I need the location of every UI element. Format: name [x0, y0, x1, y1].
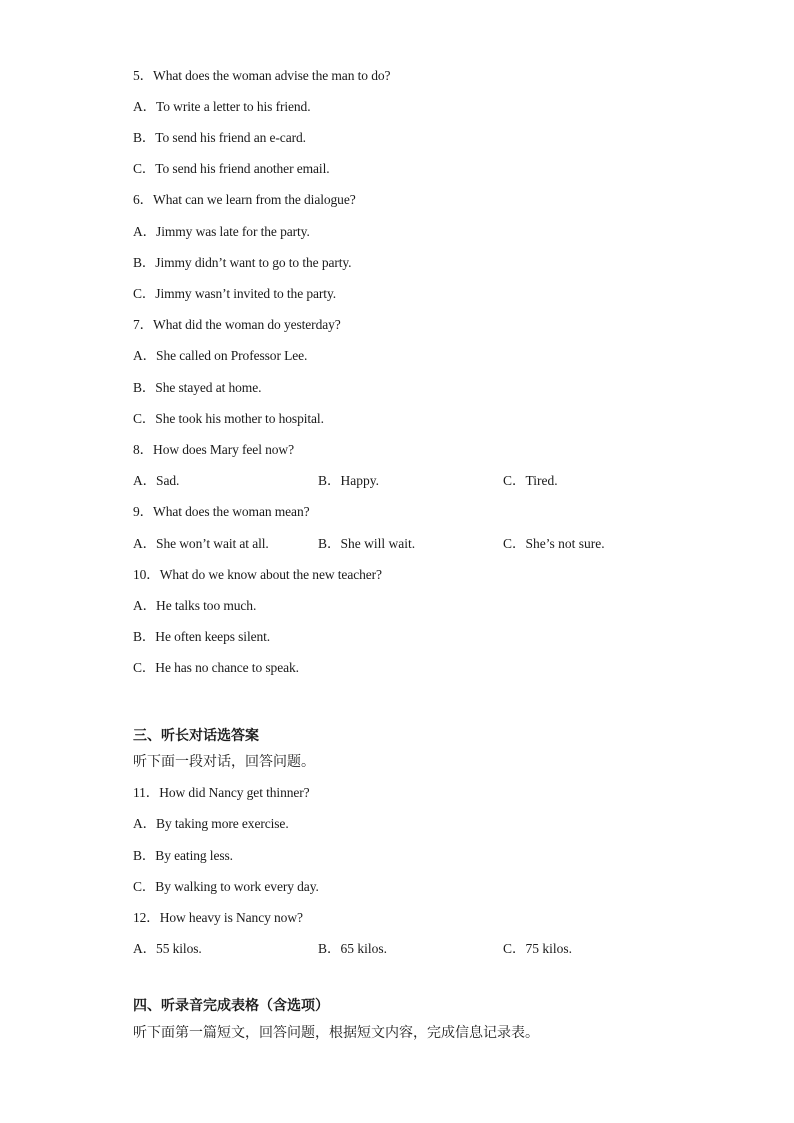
question-10-option-b: B．He often keeps silent. — [133, 629, 271, 644]
question-8: 8．How does Mary feel now? — [133, 442, 294, 457]
question-5-option-c: C．To send his friend another email. — [133, 161, 330, 176]
question-5-option-b: B．To send his friend an e-card. — [133, 130, 306, 145]
question-6-option-a: A．Jimmy was late for the party. — [133, 224, 310, 239]
question-8-option-b: B．Happy. — [318, 473, 379, 488]
question-12: 12．How heavy is Nancy now? — [133, 910, 303, 925]
question-7-option-b: B．She stayed at home. — [133, 380, 262, 395]
question-12-option-a: A．55 kilos. — [133, 941, 202, 956]
question-6-option-c: C．Jimmy wasn’t invited to the party. — [133, 286, 337, 301]
question-5-option-a: A．To write a letter to his friend. — [133, 99, 311, 114]
question-7-option-c: C．She took his mother to hospital. — [133, 411, 324, 426]
question-10-option-c: C．He has no chance to speak. — [133, 660, 299, 675]
question-11-option-c: C．By walking to work every day. — [133, 879, 319, 894]
question-10: 10．What do we know about the new teacher? — [133, 567, 382, 582]
question-9-option-c: C．She’s not sure. — [503, 536, 605, 551]
question-5: 5．What does the woman advise the man to do? — [133, 68, 391, 83]
question-9-option-b: B．She will wait. — [318, 536, 416, 551]
question-8-option-a: A．Sad. — [133, 473, 180, 488]
section-3-instruction: 听下面一段对话，回答问题。 — [133, 754, 315, 770]
question-9: 9．What does the woman mean? — [133, 504, 310, 519]
question-12-option-c: C．75 kilos. — [503, 941, 573, 956]
question-6-option-b: B．Jimmy didn’t want to go to the party. — [133, 255, 352, 270]
question-6: 6．What can we learn from the dialogue? — [133, 192, 356, 207]
section-4-instruction: 听下面第一篇短文，回答问题，根据短文内容，完成信息记录表。 — [133, 1025, 539, 1041]
question-12-option-b: B．65 kilos. — [318, 941, 388, 956]
question-7-option-a: A．She called on Professor Lee. — [133, 348, 308, 363]
question-7: 7．What did the woman do yesterday? — [133, 317, 341, 332]
question-8-option-c: C．Tired. — [503, 473, 558, 488]
question-11: 11．How did Nancy get thinner? — [133, 785, 310, 800]
question-11-option-a: A．By taking more exercise. — [133, 816, 289, 831]
question-11-option-b: B．By eating less. — [133, 848, 233, 863]
question-10-option-a: A．He talks too much. — [133, 598, 257, 613]
question-9-option-a: A．She won’t wait at all. — [133, 536, 269, 551]
section-4-title: 四、听录音完成表格（含选项） — [133, 998, 329, 1014]
section-3-title: 三、听长对话选答案 — [133, 728, 259, 744]
